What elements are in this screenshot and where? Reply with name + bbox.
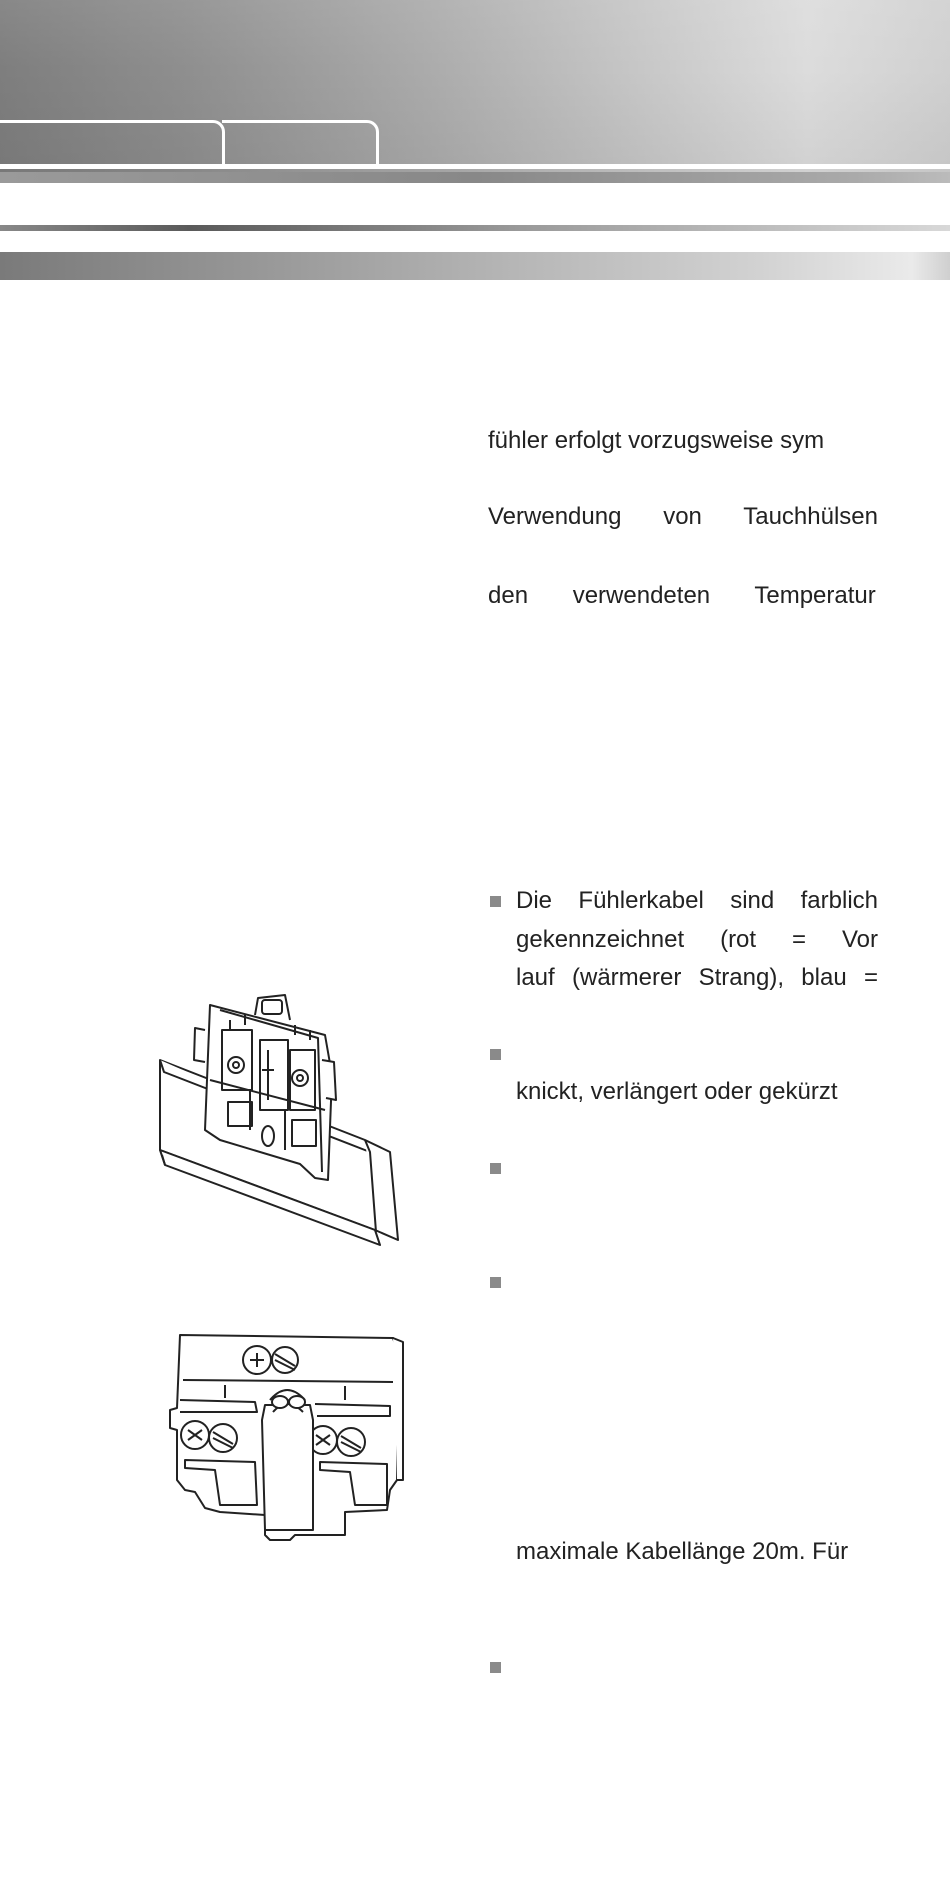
header-band (0, 172, 950, 183)
intro-line-1: fühler erfolgt vorzugsweise sym (488, 427, 825, 454)
bullet-marker (490, 1049, 501, 1060)
din-rail-mount-icon (150, 990, 410, 1255)
header-tab-1 (0, 120, 225, 169)
divider-line (0, 225, 950, 231)
bullet-4-line-1: maximale Kabellänge 20m. Für (516, 1538, 849, 1565)
bullet-1-line-2: gekennzeichnet (rot = Vor (516, 926, 878, 953)
bullet-1-line-3: lauf (wärmerer Strang), blau = (516, 964, 878, 991)
bullet-marker (490, 1662, 501, 1673)
bullet-marker (490, 1277, 501, 1288)
intro-line-2: Verwendung von Tauchhülsen (488, 503, 878, 530)
intro-line-3 (488, 581, 876, 611)
header-tab-2 (222, 120, 379, 169)
header-divider (0, 164, 950, 169)
section-band (0, 252, 950, 280)
bullet-marker (490, 1163, 501, 1174)
intro-line-3-text: den verwendeten Temperatur (488, 582, 876, 609)
bullet-1-line-1: Die Fühlerkabel sind farblich (516, 887, 878, 914)
bullet-2-line-1: knickt, verlängert oder gekürzt (516, 1078, 838, 1105)
wall-mount-plate-icon (165, 1330, 410, 1545)
bullet-marker (490, 896, 501, 907)
